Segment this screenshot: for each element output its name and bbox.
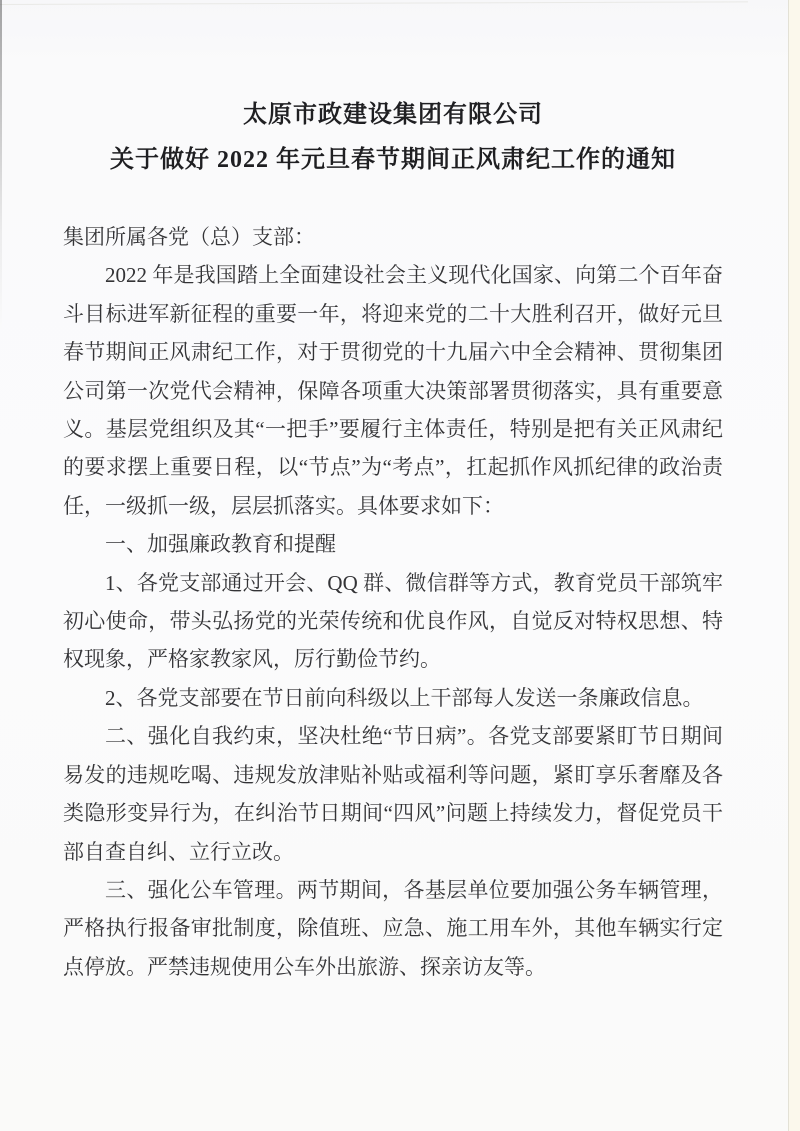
body-paragraph: 1、各党支部通过开会、QQ 群、微信群等方式，教育党员干部筑牢初心使命，带头弘扬党的光荣传统和优良作风，自觉反对特权思想、特权现象，严格家教家风，厉行勤俭节约。 (63, 570, 723, 672)
body-paragraph: 2022 年是我国踏上全面建设社会主义现代化国家、向第二个百年奋斗目标进军新征程的重要一年，将迎来党的二十大胜利召开，做好元旦春节期间正风肃纪工作，对于贯彻党的十九届六中全会精神、贯彻集团公司第一次党代会精神，保障各项重大决策部署贯彻落实，具有重要意义。基层党组织及其“一把手”要履行主体责任，特别是把有关正风肃纪的要求摆上重要日程，以“节点”为“考点”，扛起抓作风抓纪律的政治责任，一级抓一级，层层抓落实。具体要求如下： (63, 263, 723, 518)
scan-left-edge-artifact (0, 0, 2, 330)
document-content (63, 0, 723, 986)
document-subtitle: 关于做好 2022 年元旦春节期间正风肃纪工作的通知 (110, 147, 676, 173)
section-heading-1: 一、加强廉政教育和提醒 (105, 532, 336, 557)
document-title: 太原市政建设集团有限公司 (243, 102, 543, 128)
body-paragraph: 2、各党支部要在节日前向科级以上干部每人发送一条廉政信息。 (105, 685, 704, 710)
section-heading-3-paragraph: 三、强化公车管理。两节期间，各基层单位要加强公务车辆管理，严格执行报备审批制度，除值班、应急、施工用车外，其他车辆实行定点停放。严禁违规使用公车外出旅游、探亲访友等。 (63, 877, 723, 979)
document-body (63, 256, 723, 986)
section-heading-2-paragraph: 二、强化自我约束，坚决杜绝“节日病”。各党支部要紧盯节日期间易发的违规吃喝、违规发放津贴补贴或福利等问题，紧盯享乐奢靡及各类隐形变异行为，在纠治节日期间“四风”问题上持续发力，督促党员干部自查自纠、立行立改。 (63, 724, 723, 864)
salutation: 集团所属各党（总）支部： (63, 225, 315, 249)
